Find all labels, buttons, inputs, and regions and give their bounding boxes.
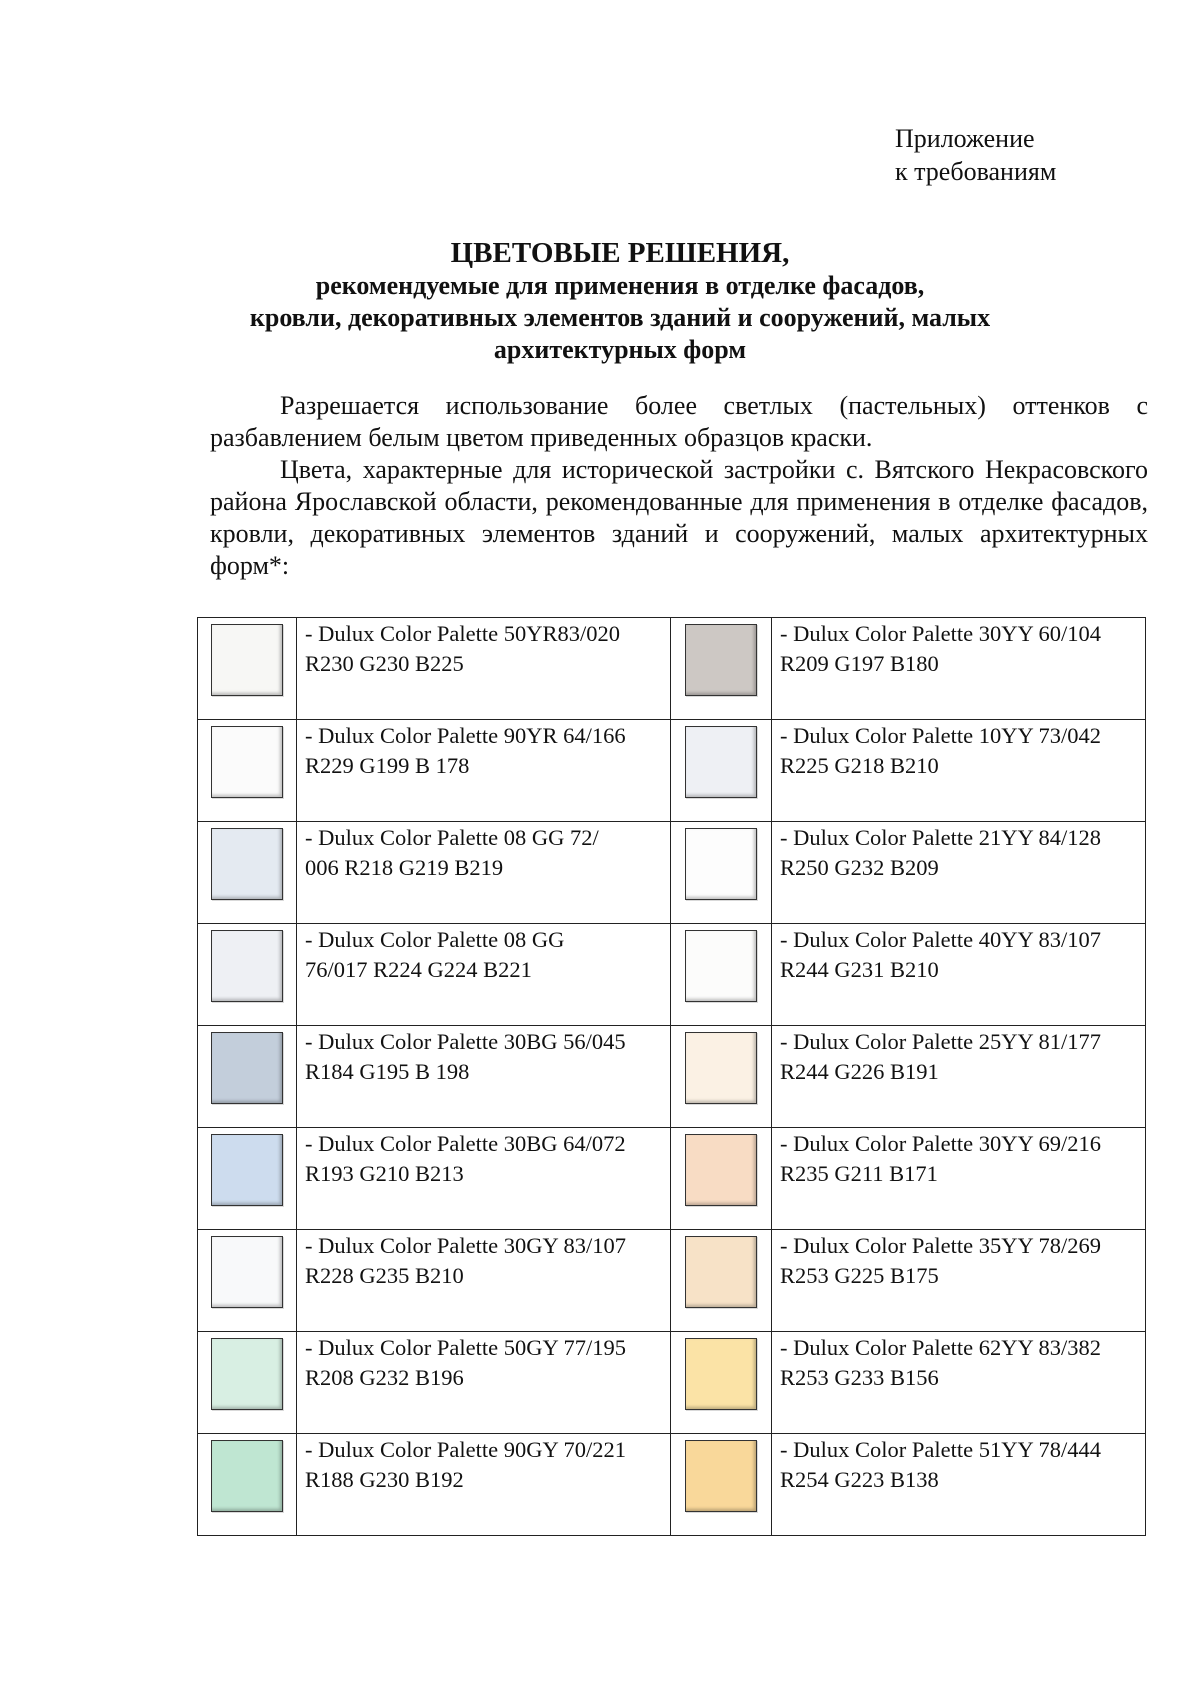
swatch-description-left bbox=[297, 822, 671, 924]
palette-rgb: R225 G218 B210 bbox=[780, 753, 939, 778]
color-swatch bbox=[685, 1440, 757, 1512]
palette-name: - Dulux Color Palette 08 GG 72/ bbox=[305, 825, 599, 850]
color-swatch bbox=[211, 828, 283, 900]
palette-name: - Dulux Color Palette 30BG 64/072 bbox=[305, 1131, 626, 1156]
swatch-cell-left bbox=[198, 618, 297, 720]
palette-rgb: R209 G197 B180 bbox=[780, 651, 939, 676]
swatch-cell-left bbox=[198, 720, 297, 822]
palette-name: - Dulux Color Palette 40YY 83/107 bbox=[780, 927, 1102, 952]
palette-name: - Dulux Color Palette 10YY 73/042 bbox=[780, 723, 1102, 748]
swatch-cell-left bbox=[198, 1026, 297, 1128]
swatch-cell-right bbox=[671, 924, 772, 1026]
palette-name: - Dulux Color Palette 21YY 84/128 bbox=[780, 825, 1102, 850]
color-swatch bbox=[685, 1338, 757, 1410]
swatch-cell-left bbox=[198, 1128, 297, 1230]
palette-row bbox=[198, 1128, 1146, 1230]
swatch-cell-right bbox=[671, 1332, 772, 1434]
palette-row bbox=[198, 1332, 1146, 1434]
palette-name: - Dulux Color Palette 90YR 64/166 bbox=[305, 723, 626, 748]
palette-row bbox=[198, 924, 1146, 1026]
swatch-description-right bbox=[772, 1230, 1146, 1332]
color-swatch bbox=[211, 1338, 283, 1410]
appendix-line-2: к требованиям bbox=[895, 157, 1057, 186]
document-title bbox=[200, 236, 1040, 366]
palette-rgb: R208 G232 B196 bbox=[305, 1365, 464, 1390]
swatch-cell-left bbox=[198, 1230, 297, 1332]
palette-row bbox=[198, 1230, 1146, 1332]
color-swatch bbox=[685, 624, 757, 696]
palette-rgb: R254 G223 B138 bbox=[780, 1467, 939, 1492]
swatch-description-left bbox=[297, 1128, 671, 1230]
palette-name: - Dulux Color Palette 51YY 78/444 bbox=[780, 1437, 1102, 1462]
title-line-3: архитектурных форм bbox=[493, 335, 747, 364]
palette-name: - Dulux Color Palette 30YY 69/216 bbox=[780, 1131, 1102, 1156]
swatch-cell-right bbox=[671, 822, 772, 924]
palette-name: - Dulux Color Palette 30GY 83/107 bbox=[305, 1233, 627, 1258]
palette-name: - Dulux Color Palette 62YY 83/382 bbox=[780, 1335, 1102, 1360]
palette-rgb: R244 G226 B191 bbox=[780, 1059, 939, 1084]
swatch-description-left bbox=[297, 1230, 671, 1332]
palette-rgb: R193 G210 B213 bbox=[305, 1161, 464, 1186]
appendix-caption bbox=[895, 122, 1056, 188]
color-swatch bbox=[685, 1032, 757, 1104]
color-swatch bbox=[685, 726, 757, 798]
palette-table-body bbox=[198, 618, 1146, 1536]
swatch-description-left bbox=[297, 1332, 671, 1434]
swatch-cell-left bbox=[198, 924, 297, 1026]
palette-row bbox=[198, 822, 1146, 924]
color-swatch bbox=[685, 828, 757, 900]
swatch-description-right bbox=[772, 822, 1146, 924]
palette-name: - Dulux Color Palette 08 GG bbox=[305, 927, 565, 952]
swatch-cell-right bbox=[671, 1026, 772, 1128]
palette-name: - Dulux Color Palette 90GY 70/221 bbox=[305, 1437, 627, 1462]
palette-row bbox=[198, 1026, 1146, 1128]
swatch-description-right bbox=[772, 618, 1146, 720]
paragraph-2: Цвета, характерные для исторической застройки с. Вятского Некрасовского района Ярославской области, рекомендованные для применения в отделке фасадов, кровли, декоративных элементов зданий и сооружений, малых архитектурных форм*: bbox=[210, 455, 1148, 580]
color-swatch bbox=[211, 726, 283, 798]
palette-rgb: R229 G199 B 178 bbox=[305, 753, 470, 778]
appendix-line-1: Приложение bbox=[895, 124, 1035, 153]
color-swatch bbox=[211, 624, 283, 696]
swatch-description-left bbox=[297, 1434, 671, 1536]
swatch-cell-right bbox=[671, 720, 772, 822]
palette-name: - Dulux Color Palette 35YY 78/269 bbox=[780, 1233, 1102, 1258]
palette-row bbox=[198, 720, 1146, 822]
palette-rgb: R228 G235 B210 bbox=[305, 1263, 464, 1288]
palette-row bbox=[198, 618, 1146, 720]
swatch-description-right bbox=[772, 720, 1146, 822]
swatch-cell-left bbox=[198, 822, 297, 924]
swatch-cell-right bbox=[671, 1128, 772, 1230]
swatch-description-left bbox=[297, 618, 671, 720]
palette-rgb: R253 G233 B156 bbox=[780, 1365, 939, 1390]
palette-name: - Dulux Color Palette 30BG 56/045 bbox=[305, 1029, 626, 1054]
palette-name: - Dulux Color Palette 30YY 60/104 bbox=[780, 621, 1102, 646]
title-main: ЦВЕТОВЫЕ РЕШЕНИЯ, bbox=[450, 237, 790, 269]
color-swatch bbox=[211, 1236, 283, 1308]
palette-rgb: R188 G230 B192 bbox=[305, 1467, 464, 1492]
palette-name: - Dulux Color Palette 50YR83/020 bbox=[305, 621, 620, 646]
palette-name: - Dulux Color Palette 50GY 77/195 bbox=[305, 1335, 627, 1360]
palette-rgb: R244 G231 B210 bbox=[780, 957, 939, 982]
swatch-description-right bbox=[772, 1128, 1146, 1230]
palette-rgb: 006 R218 G219 B219 bbox=[305, 855, 504, 880]
color-swatch bbox=[211, 1032, 283, 1104]
palette-rgb: 76/017 R224 G224 B221 bbox=[305, 957, 532, 982]
palette-rgb: R230 G230 B225 bbox=[305, 651, 464, 676]
body-text bbox=[210, 390, 1148, 582]
swatch-description-left bbox=[297, 924, 671, 1026]
palette-name: - Dulux Color Palette 25YY 81/177 bbox=[780, 1029, 1102, 1054]
color-swatch bbox=[685, 930, 757, 1002]
palette-row bbox=[198, 1434, 1146, 1536]
palette-rgb: R184 G195 B 198 bbox=[305, 1059, 470, 1084]
color-swatch bbox=[685, 1236, 757, 1308]
swatch-description-left bbox=[297, 720, 671, 822]
swatch-description-right bbox=[772, 1332, 1146, 1434]
swatch-cell-left bbox=[198, 1332, 297, 1434]
swatch-description-right bbox=[772, 1434, 1146, 1536]
title-line-2: кровли, декоративных элементов зданий и сооружений, малых bbox=[249, 303, 991, 332]
swatch-cell-right bbox=[671, 1230, 772, 1332]
swatch-description-left bbox=[297, 1026, 671, 1128]
paragraph-1: Разрешается использование более светлых (пастельных) оттенков с разбавлением белым цветом приведенных образцов краски. bbox=[210, 391, 1148, 452]
color-swatch bbox=[211, 1134, 283, 1206]
swatch-description-right bbox=[772, 1026, 1146, 1128]
palette-rgb: R235 G211 B171 bbox=[780, 1161, 938, 1186]
color-swatch bbox=[685, 1134, 757, 1206]
palette-rgb: R253 G225 B175 bbox=[780, 1263, 939, 1288]
swatch-cell-left bbox=[198, 1434, 297, 1536]
swatch-cell-right bbox=[671, 618, 772, 720]
title-line-1: рекомендуемые для применения в отделке фасадов, bbox=[315, 271, 925, 300]
color-palette-table bbox=[197, 617, 1146, 1536]
color-swatch bbox=[211, 930, 283, 1002]
swatch-cell-right bbox=[671, 1434, 772, 1536]
palette-rgb: R250 G232 B209 bbox=[780, 855, 939, 880]
color-swatch bbox=[211, 1440, 283, 1512]
swatch-description-right bbox=[772, 924, 1146, 1026]
